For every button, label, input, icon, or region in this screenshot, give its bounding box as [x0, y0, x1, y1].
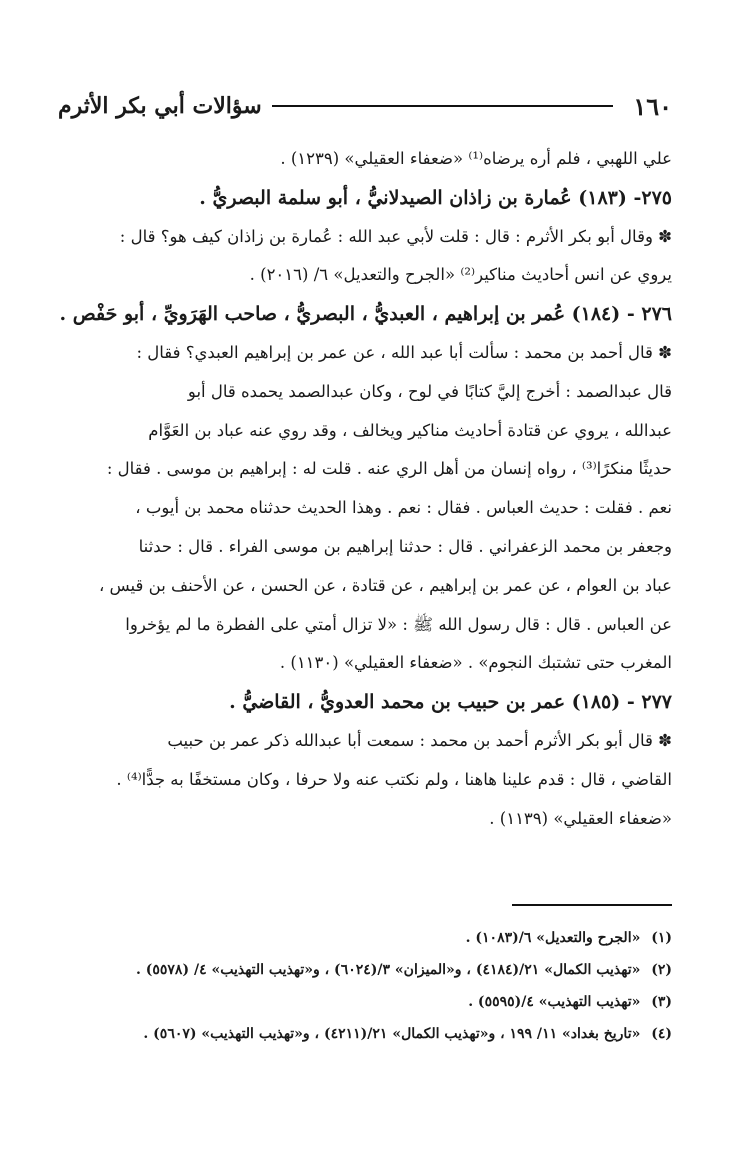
text-line: قال عبدالصمد : أخرج إليَّ كتابًا في لوح ، وكان عبدالصمد يحمده قال أبو — [187, 381, 672, 401]
text-line: ✽ وقال أبو بكر الأثرم : قال : قلت لأبي عبد الله : عُمارة بن زاذان كيف هو؟ قال : — [119, 226, 672, 246]
footnote-text: «تاريخ بغداد» ١١/ ١٩٩ ، و«تهذيب الكمال» ٢١/(٤٢١١) ، و«تهذيب التهذيب» (٥٦٠٧) . — [143, 1026, 641, 1042]
footnote-number: (٣) — [651, 994, 672, 1010]
running-title: سؤالات أبي بكر الأثرم — [58, 93, 262, 119]
text-line: «ضعفاء العقيلي» (١١٣٩) . — [489, 808, 672, 828]
text-line: القاضي ، قال : قدم علينا هاهنا ، ولم نكتب عنه ولا حرفا ، وكان مستخفًا به جدًّا⁽⁴⁾ . — [116, 769, 672, 789]
footnote-number: (٢) — [651, 962, 672, 978]
footnote — [58, 986, 672, 1018]
footnote — [58, 922, 672, 954]
footnote — [58, 1018, 672, 1050]
footnote — [58, 954, 672, 986]
main-text — [58, 140, 672, 838]
entry-heading-277: ٢٧٧ - (١٨٥) عمر بن حبيب بن محمد العدويُّ ، القاضيُّ . — [229, 691, 672, 714]
text-line: ✽ قال أبو بكر الأثرم أحمد بن محمد : سمعت أبا عبدالله ذكر عمر بن حبيب — [167, 730, 672, 750]
footnote-number: (١) — [651, 930, 672, 946]
text-line: ✽ قال أحمد بن محمد : سألت أبا عبد الله ، عن عمر بن إبراهيم العبدي؟ فقال : — [136, 342, 672, 362]
text-line: نعم . فقلت : حديث العباس . فقال : نعم . وهذا الحديث حدثناه محمد بن أيوب ، — [135, 498, 672, 518]
entry-heading-275: ٢٧٥- (١٨٣) عُمارة بن زاذان الصيدلانيُّ ، أبو سلمة البصريُّ . — [199, 186, 672, 209]
footnote-number: (٤) — [651, 1026, 672, 1042]
text-line: المغرب حتى تشتبك النجوم» . «ضعفاء العقيلي» (١١٣٠) . — [279, 653, 672, 673]
text-line: عن العباس . قال : قال رسول الله ﷺ : «لا تزال أمتي على الفطرة ما لم يؤخروا — [125, 614, 672, 634]
page-header — [58, 88, 672, 124]
text-line: عباد بن العوام ، عن عمر بن إبراهيم ، عن قتادة ، عن الحسن ، عن الأحنف بن قيس ، — [98, 575, 672, 595]
text-line: عبدالله ، يروي عن قتادة أحاديث مناكير ويخالف ، وقد روي عنه عباد بن العَوَّام — [148, 420, 672, 440]
footnote-separator — [512, 904, 672, 906]
entry-heading-276: ٢٧٦ - (١٨٤) عُمر بن إبراهيم ، العبديُّ ، البصريُّ ، صاحب الهَرَويِّ ، أبو حَفْص . — [59, 303, 672, 326]
text-line: يروي عن انس أحاديث مناكير⁽²⁾ «الجرح والتعديل» ٦/ (٢٠١٦) . — [249, 265, 672, 285]
header-rule — [272, 105, 614, 107]
footnote-text: «الجرح والتعديل» ٦/(١٠٨٣) . — [465, 930, 641, 946]
page-number: ١٦٠ — [633, 91, 672, 121]
text-line: علي اللهبي ، فلم أره يرضاه⁽¹⁾ «ضعفاء العقيلي» (١٢٣٩) . — [280, 149, 672, 168]
text-line: حديثًا منكرًا⁽³⁾ ، رواه إنسان من أهل الري عنه . قلت له : إبراهيم بن موسى . فقال : — [106, 459, 672, 479]
footnotes — [58, 922, 672, 1050]
footnote-text: «تهذيب الكمال» ٢١/(٤١٨٤) ، و«الميزان» ٣/(٦٠٢٤) ، و«تهذيب التهذيب» ٤/ (٥٥٧٨) . — [136, 962, 641, 978]
footnote-text: «تهذيب التهذيب» ٤/(٥٥٩٥) . — [468, 994, 641, 1010]
text-line: وجعفر بن محمد الزعفراني . قال : حدثنا إبراهيم بن موسى الفراء . قال : حدثنا — [138, 536, 672, 556]
